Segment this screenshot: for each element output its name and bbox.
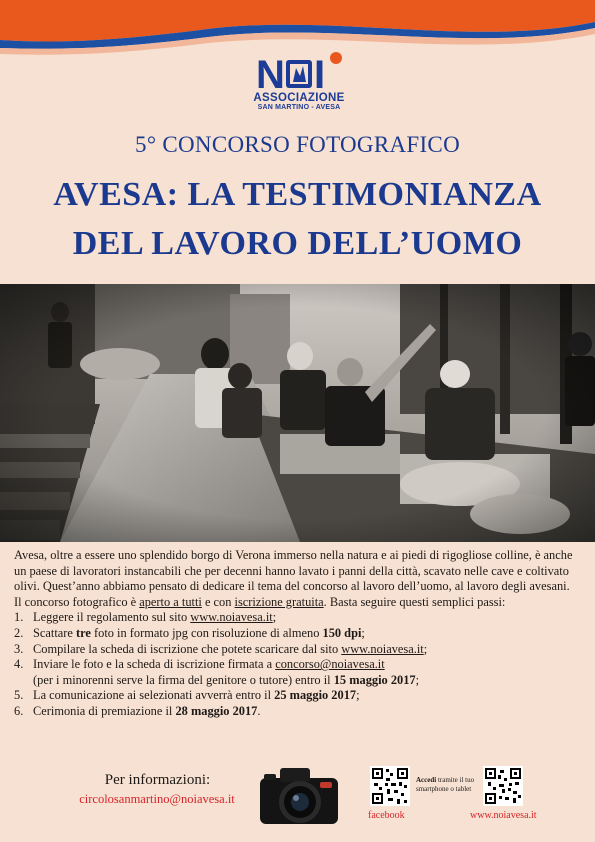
info-email-link[interactable]: circolosanmartino@noiavesa.it: [79, 792, 235, 806]
intro-paragraph: Avesa, oltre a essere uno splendido borgo di Verona immerso nella natura e ai piedi di rigogliose colline, è anche un paese di lavoratori instancabili che per decenni hanno lavato i panni della città, scavato nelle cave e coltivato olivi. Quest’anno abbiamo pensato di dedicare il tema del concorso al lavoro dell’uomo, al lavoro degli avesani.: [14, 548, 573, 594]
body-text: [14, 548, 582, 720]
logo-subtitle: SAN MARTINO - AVESA: [257, 104, 341, 111]
info-label: Per informazioni:: [104, 772, 211, 788]
camera-icon: [258, 760, 340, 828]
scan-instructions: Accedi tramite il tuo smartphone o tablet: [416, 776, 475, 793]
headline-line-1: AVESA: LA TESTIMONIANZA: [53, 176, 542, 213]
step-item: 6. Cerimonia di premiazione il 28 maggio 2017.: [14, 703, 261, 718]
contest-title: 5° CONCORSO FOTOGRAFICO: [135, 132, 460, 157]
historic-photo: [0, 284, 595, 542]
step-item: 3. Compilare la scheda di iscrizione che potete scaricare dal sito www.noiavesa.it;: [14, 641, 428, 656]
association-logo: [244, 52, 354, 124]
svg-text:N: N: [256, 53, 285, 92]
website-footer-link[interactable]: www.noiavesa.it: [470, 810, 537, 821]
noi-logo-mark: [252, 52, 352, 92]
step-item: 4. Inviare le foto e la scheda di iscrizione firmata a concorso@noiavesa.it: [14, 657, 385, 672]
contest-email-link[interactable]: concorso@noiavesa.it: [275, 657, 385, 672]
participation-paragraph: Il concorso fotografico è aperto a tutti e con iscrizione gratuita. Basta seguire questi semplici passi:: [14, 594, 506, 609]
qr-code-website-icon[interactable]: [483, 766, 523, 806]
headline-line-2: DEL LAVORO DELL’UOMO: [72, 225, 523, 262]
step-item: 2. Scattare tre foto in formato jpg con risoluzione di almeno 150 dpi;: [14, 625, 365, 640]
qr-code-facebook-icon[interactable]: [370, 766, 410, 806]
svg-text:I: I: [314, 53, 326, 92]
steps-list: [14, 610, 582, 719]
step-item: 1. Leggere il regolamento sul sito www.noiavesa.it;: [14, 610, 277, 625]
logo-name: ASSOCIAZIONE: [253, 92, 345, 104]
website-link[interactable]: www.noiavesa.it: [341, 641, 424, 656]
open-to-all-text: aperto a tutti: [139, 594, 202, 609]
facebook-link[interactable]: facebook: [368, 810, 405, 821]
step-item-continuation: (per i minorenni serve la firma del genitore o tutore) entro il 15 maggio 2017;: [33, 672, 420, 687]
step-item: 5. La comunicazione ai selezionati avverrà entro il 25 maggio 2017;: [14, 688, 360, 703]
free-registration-text: iscrizione gratuita: [234, 594, 324, 609]
website-link[interactable]: www.noiavesa.it: [190, 610, 273, 625]
